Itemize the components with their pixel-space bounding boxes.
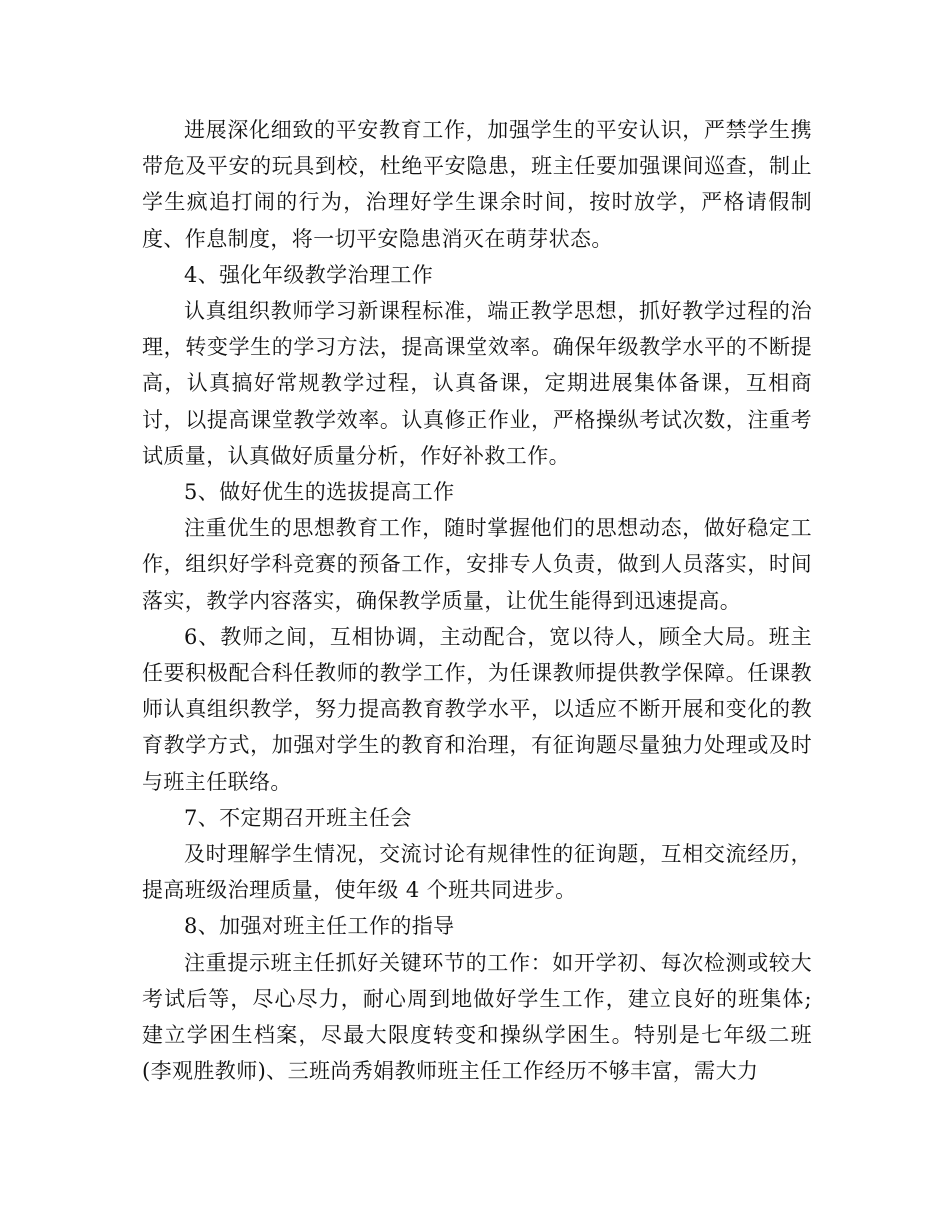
heading-top-students: 5、做好优生的选拔提高工作	[184, 480, 455, 505]
heading-class-teacher-guidance: 8、加强对班主任工作的指导	[184, 914, 455, 939]
document-body	[142, 112, 812, 1089]
paragraph-teacher-coordination: 6、教师之间，互相协调，主动配合，宽以待人，顾全大局。班主任要积极配合科任教师的教学工作，为任课教师提供教学保障。任课教师认真组织教学，努力提高教育教学水平，以适应不断开展和变化的教育教学方式，加强对学生的教育和治理，有征询题尽量独力处理或及时与班主任联络。	[142, 624, 812, 794]
paragraph-safety-education: 进展深化细致的平安教育工作，加强学生的平安认识，严禁学生携带危及平安的玩具到校，杜绝平安隐患，班主任要加强课间巡查，制止学生疯追打闹的行为，治理好学生课余时间，按时放学，严格请假制度、作息制度，将一切平安隐患消灭在萌芽状态。	[142, 118, 812, 251]
paragraph-class-teacher-guidance: 注重提示班主任抓好关键环节的工作：如开学初、每次检测或较大考试后等，尽心尽力，耐心周到地做好学生工作，建立良好的班集体;建立学困生档案，尽最大限度转变和操纵学困生。特别是七年级二班(李观胜教师)、三班尚秀娟教师班主任工作经历不够丰富，需大力	[142, 950, 812, 1084]
paragraph-class-teacher-meeting: 及时理解学生情况，交流讨论有规律性的征询题，互相交流经历，提高班级治理质量，使年级 4 个班共同进步。	[142, 842, 812, 903]
paragraph-teaching-management: 认真组织教师学习新课程标准，端正教学思想，抓好教学过程的治理，转变学生的学习方法，提高课堂效率。确保年级教学水平的不断提高，认真搞好常规教学过程，认真备课，定期进展集体备课，互相商讨，以提高课堂教学效率。认真修正作业，严格操纵考试次数，注重考试质量，认真做好质量分析，作好补救工作。	[142, 299, 812, 468]
heading-class-teacher-meeting: 7、不定期召开班主任会	[184, 805, 412, 830]
heading-teaching-management: 4、强化年级教学治理工作	[184, 262, 434, 287]
paragraph-top-students: 注重优生的思想教育工作，随时掌握他们的思想动态，做好稳定工作，组织好学科竞赛的预备工作，安排专人负责，做到人员落实，时间落实，教学内容落实，确保教学质量，让优生能得到迅速提高。	[142, 516, 812, 613]
